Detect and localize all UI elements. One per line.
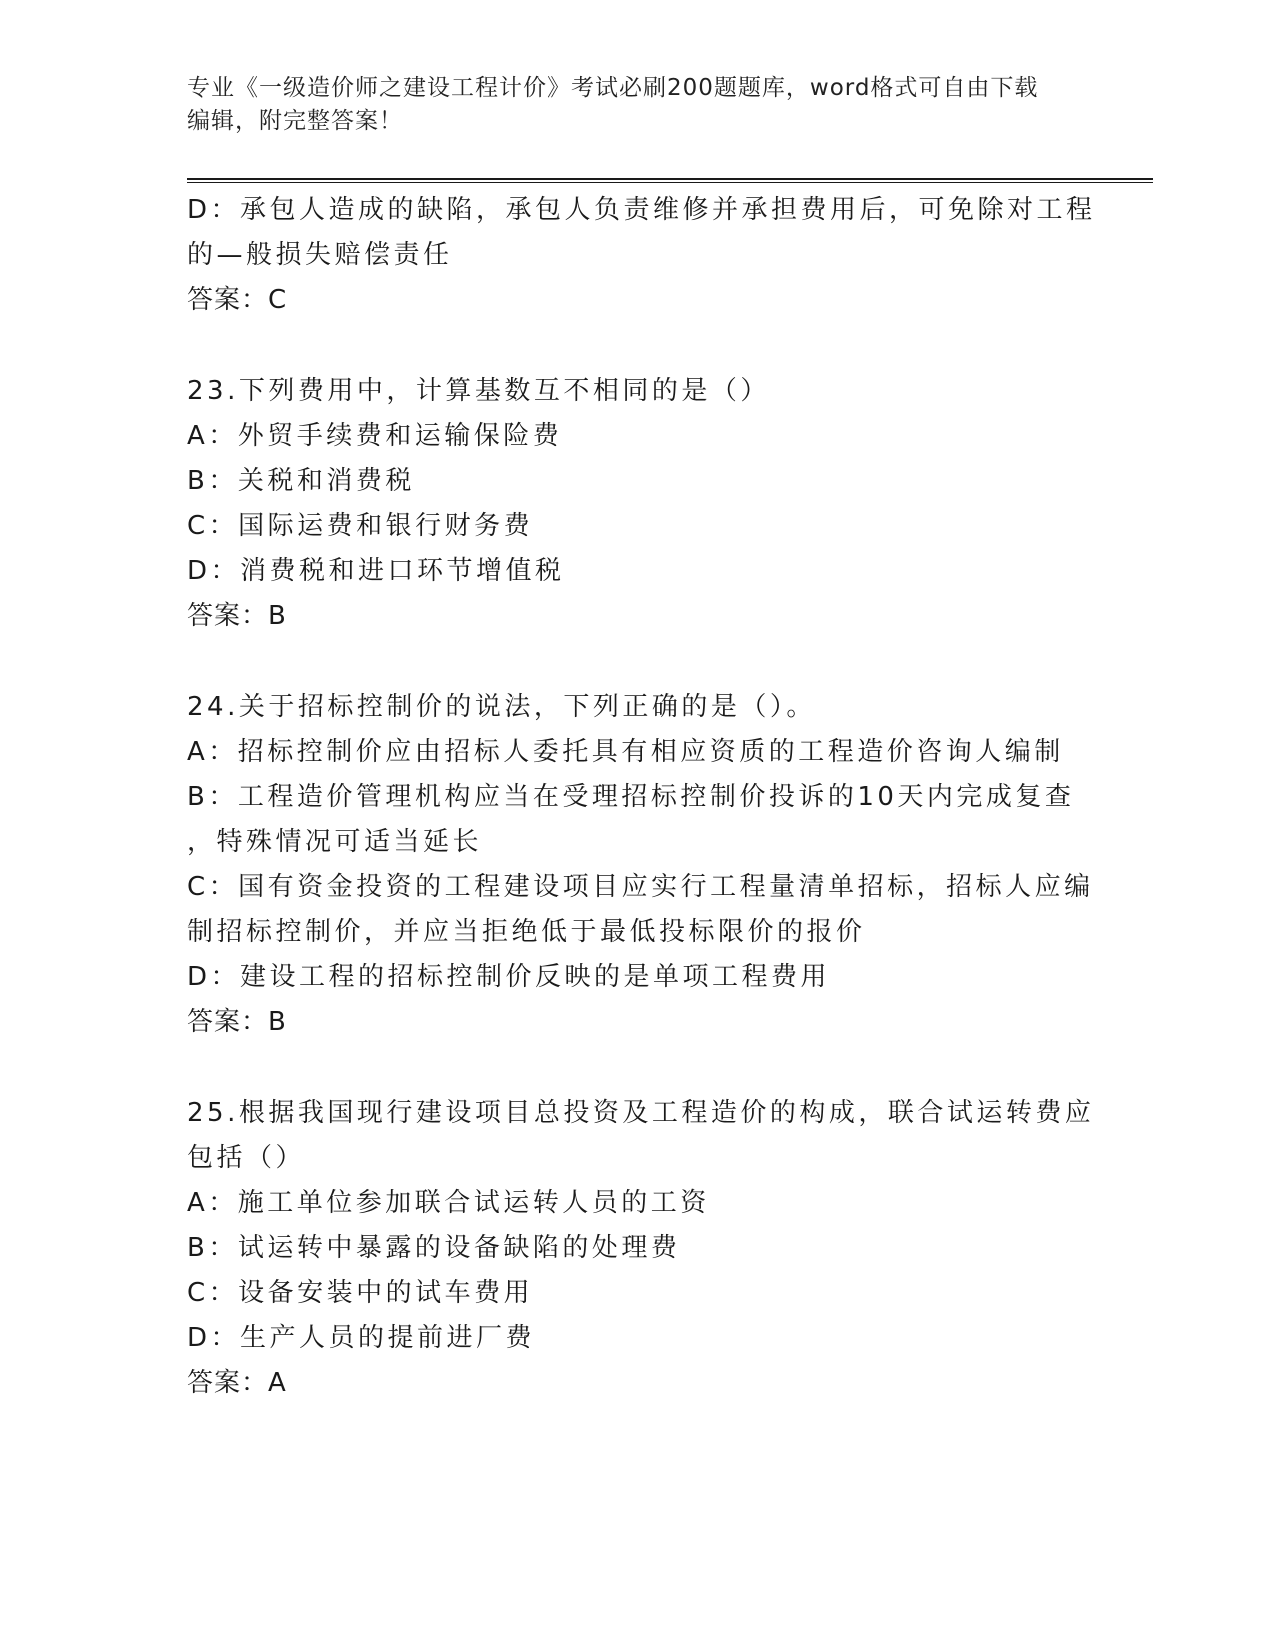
question-23	[187, 369, 1087, 639]
question-text: 25.根据我国现行建设项目总投资及工程造价的构成，联合试运转费应	[187, 1098, 1095, 1128]
option-d: D：建设工程的招标控制价反映的是单项工程费用	[187, 962, 831, 992]
option-b: B：工程造价管理机构应当在受理招标控制价投诉的10天内完成复查	[187, 782, 1075, 812]
answer: 答案：C	[187, 285, 288, 315]
option-d: D：消费税和进口环节增值税	[187, 556, 565, 586]
option-a: A：招标控制价应由招标人委托具有相应资质的工程造价咨询人编制	[187, 737, 1064, 767]
option-c-continued: 制招标控制价，并应当拒绝低于最低投标限价的报价	[187, 917, 866, 947]
header-divider	[187, 178, 1153, 180]
question-text: 23.下列费用中，计算基数互不相同的是（）	[187, 376, 770, 406]
header-divider-thin	[187, 182, 1153, 183]
option-c: C：国际运费和银行财务费	[187, 511, 534, 541]
option-c: C：国有资金投资的工程建设项目应实行工程量清单招标，招标人应编	[187, 872, 1094, 902]
option-c: C：设备安装中的试车费用	[187, 1278, 534, 1308]
answer: 答案：B	[187, 1007, 287, 1037]
question-text: 24.关于招标控制价的说法，下列正确的是（）。	[187, 692, 816, 722]
option-d: D：生产人员的提前进厂费	[187, 1323, 536, 1353]
answer: 答案：A	[187, 1368, 287, 1398]
option-b: B：关税和消费税	[187, 466, 415, 496]
answer: 答案：B	[187, 601, 287, 631]
option-d-continued: 的—般损失赔偿责任	[187, 240, 453, 270]
question-24	[187, 685, 1094, 1045]
page-header	[187, 72, 1087, 138]
option-a: A：施工单位参加联合试运转人员的工资	[187, 1188, 710, 1218]
question-22-tail	[187, 188, 1096, 323]
question-text-continued: 包括（）	[187, 1143, 306, 1173]
option-a: A：外贸手续费和运输保险费	[187, 421, 563, 451]
question-25	[187, 1091, 1095, 1406]
header-line-2: 编辑，附完整答案！	[187, 108, 403, 134]
option-d: D：承包人造成的缺陷，承包人负责维修并承担费用后，可免除对工程	[187, 195, 1096, 225]
option-b: B：试运转中暴露的设备缺陷的处理费	[187, 1233, 681, 1263]
document-body	[187, 188, 1096, 1406]
option-b-continued: ，特殊情况可适当延长	[187, 827, 483, 857]
header-line-1: 专业《一级造价师之建设工程计价》考试必刷200题题库，word格式可自由下载	[187, 75, 1039, 101]
